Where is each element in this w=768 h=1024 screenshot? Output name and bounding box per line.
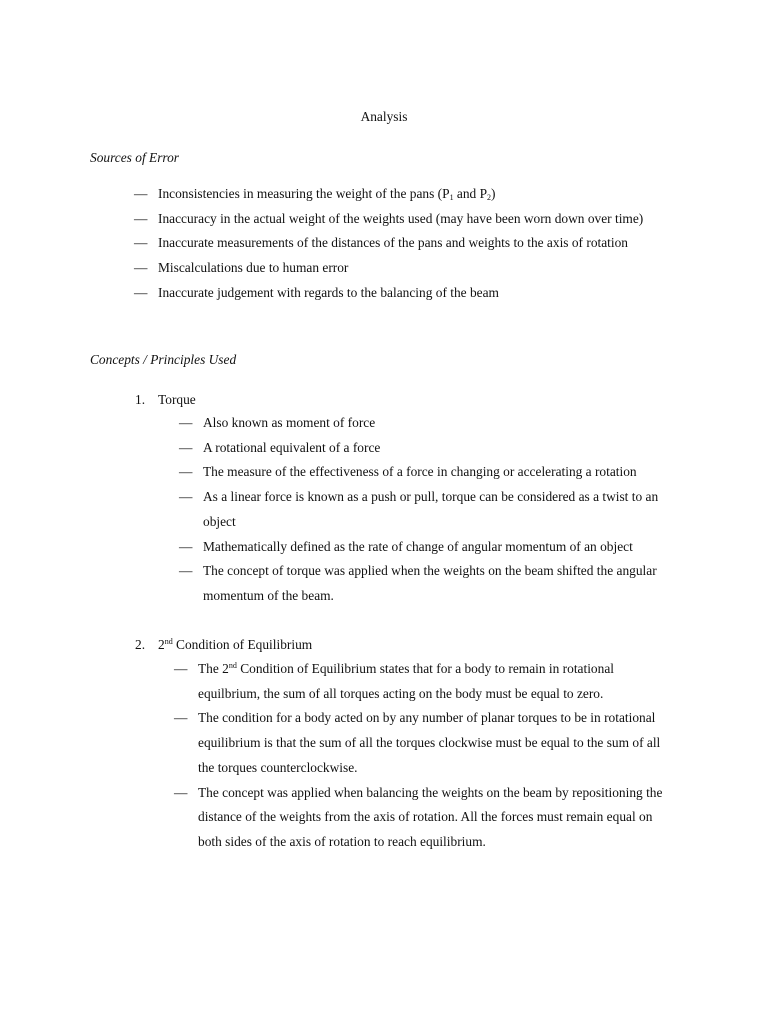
list-item: — The condition for a body acted on by any number of planar torques to be in rotational <box>198 706 662 731</box>
dash-bullet: — <box>179 538 193 554</box>
list-item: — Miscalculations due to human error <box>158 256 643 281</box>
sources-heading: Sources of Error <box>90 150 180 165</box>
list-item: — The 2nd Condition of Equilibrium states that for a body to remain in rotational <box>198 657 662 682</box>
list-item-continuation: equilbrium, the sum of all torques acting on the body must be equal to zero. <box>198 685 604 701</box>
dash-bullet: — <box>174 661 188 676</box>
list-item: — Inconsistencies in measuring the weight of the pans ($P_1$ and $P_2$) <box>158 182 643 207</box>
list-item-continuation: object <box>203 513 236 529</box>
list-item: — The concept was applied when balancing the weights on the beam by repositioning the <box>198 781 662 806</box>
list-item: — Inaccurate measurements of the distances of the pans and weights to the axis of rotation <box>158 231 643 256</box>
dash-bullet: — <box>134 235 148 251</box>
dash-bullet: — <box>134 210 148 226</box>
list-item-continuation: the torques counterclockwise. <box>198 759 358 775</box>
list-item-continuation: equilibrium is that the sum of all the torques clockwise must be equal to the sum of all <box>198 735 661 751</box>
list-item: — The measure of the effectiveness of a force in changing or accelerating a rotation <box>203 460 658 485</box>
dash-bullet: — <box>174 784 188 800</box>
dash-bullet: — <box>179 464 193 480</box>
torque-list <box>179 411 659 609</box>
page-title: Analysis <box>360 109 408 124</box>
dash-bullet: — <box>179 563 193 579</box>
list-item: — Mathematically defined as the rate of change of angular momentum of an object <box>203 535 658 560</box>
dash-bullet: — <box>174 710 188 726</box>
concept-equilibrium-title: 2. 2nd Condition of Equilibrium <box>135 637 313 652</box>
list-item-continuation: momentum of the beam. <box>203 587 334 603</box>
list-item: — Also known as moment of force <box>203 411 658 436</box>
dash-bullet: — <box>134 186 148 201</box>
dash-bullet: — <box>134 284 148 300</box>
concepts-heading: Concepts / Principles Used <box>90 352 237 367</box>
list-item: — Inaccuracy in the actual weight of the weights used (may have been worn down over time) <box>158 207 643 232</box>
list-item: — The concept of torque was applied when the weights on the beam shifted the angular <box>203 559 658 584</box>
dash-bullet: — <box>179 489 193 505</box>
sources-list <box>134 182 644 306</box>
list-item-continuation: both sides of the axis of rotation to reach equilibrium. <box>198 833 486 849</box>
dash-bullet: — <box>179 415 193 430</box>
list-item-continuation: distance of the weights from the axis of rotation. All the forces must remain equal on <box>198 809 653 825</box>
dash-bullet: — <box>134 260 148 276</box>
concept-torque-title: 1. Torque <box>135 392 196 407</box>
dash-bullet: — <box>179 439 193 455</box>
equilibrium-list <box>174 657 663 855</box>
list-item: — As a linear force is known as a push or pull, torque can be considered as a twist to an <box>203 485 658 510</box>
list-item: — Inaccurate judgement with regards to the balancing of the beam <box>158 281 643 306</box>
list-item: — A rotational equivalent of a force <box>203 436 658 461</box>
